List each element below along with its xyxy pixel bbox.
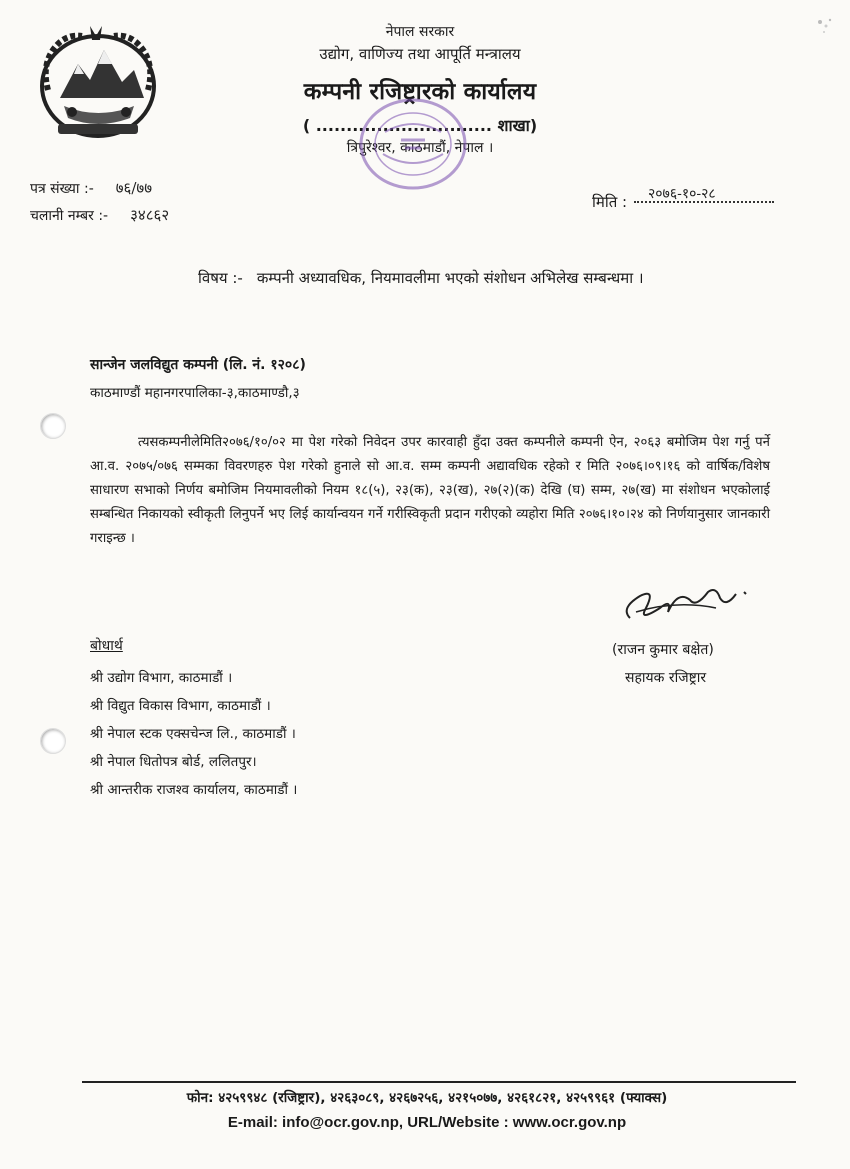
- cc-item: श्री आन्तरीक राजश्व कार्यालय, काठमाडौं ।: [90, 782, 298, 798]
- dispatch-number: [30, 205, 169, 225]
- date-value: २०७६-१०-२८: [648, 186, 716, 202]
- handwritten-signature-icon: [616, 578, 766, 628]
- letter-body: त्यसकम्पनीलेमिति२०७६/१०/०२ मा पेश गरेको निवेदन उपर कारवाही हुँदा उक्त कम्पनीले कम्पनी ऐन, २०६३ बमोजिम पेश गर्नु पर्ने आ.व. २०७५/०७६ सम्मका विवरणहरु पेश गरेको हुनाले सो आ.व. सम्म कम्पनी अद्यावधिक रहेको र मिति २०७६।०९।१६ को वार्षिक/विशेष साधारण सभाको निर्णय बमोजिम नियमावलीको नियम १८(५), २३(क), २३(ख), २७(२)(क) देखि (घ) सम्म, २७(ख) मा संशोधन भएकोलाई सम्बन्धित निकायको स्वीकृती लिनुपर्ने भए लिई कार्यान्वयन गर्ने गरीस्विकृती प्रदान गरीएको व्यहोरा मिति २०७६।१०।२४ को निर्णयानुसार जानकारी गराइन्छ ।: [90, 435, 770, 546]
- cc-item: श्री विद्युत विकास विभाग, काठमाडौं ।: [90, 698, 271, 714]
- addressee-name: सान्जेन जलविद्युत कम्पनी (लि. नं. १२०८): [90, 357, 306, 373]
- office-seal-icon: [345, 92, 475, 202]
- date-dotted-line: [634, 197, 774, 203]
- nepal-emblem-icon: [30, 20, 165, 145]
- cc-item: श्री नेपाल स्टक एक्सचेन्ज लि., काठमाडौं ।: [90, 726, 296, 742]
- addressee-address: काठमाण्डौं महानगरपालिका-३,काठमाण्डौ,३: [90, 385, 300, 401]
- letter-number: [30, 178, 152, 198]
- footer-divider: [82, 1081, 796, 1083]
- dispatch-number-value: ३४८६२: [130, 206, 170, 224]
- scan-smudge: [810, 12, 840, 42]
- cc-list: [90, 664, 297, 804]
- punch-hole: [40, 413, 66, 439]
- cc-item: श्री उद्योग विभाग, काठमाडौं ।: [90, 670, 233, 686]
- punch-hole: [40, 728, 66, 754]
- dispatch-number-label: चलानी नम्बर :-: [30, 208, 109, 224]
- letter-number-label: पत्र संख्या :-: [30, 181, 94, 197]
- ministry-name: उद्योग, वाणिज्य तथा आपूर्ति मन्त्रालय: [319, 45, 521, 63]
- office-address: त्रिपुरेश्वर, काठमाडौं, नेपाल ।: [346, 140, 494, 156]
- footer-phone: फोन: ४२५९९४८ (रजिष्ट्रार), ४२६३०८९, ४२६७२५६, ४२१५०७७, ४२६१८२१, ४२५९९६१ (फ्याक्स): [186, 1090, 668, 1106]
- cc-item: श्री नेपाल धितोपत्र बोर्ड, ललितपुर।: [90, 754, 257, 770]
- cc-title: बोधार्थ: [90, 638, 123, 654]
- office-name: कम्पनी रजिष्ट्रारको कार्यालय: [303, 79, 537, 105]
- subject-line: [198, 268, 644, 288]
- subject-text: कम्पनी अध्यावधिक, नियमावलीमा भएको संशोधन अभिलेख सम्बन्धमा ।: [256, 269, 644, 287]
- signatory-name: (राजन कुमार बक्षेत): [612, 642, 714, 658]
- date-label: मिति :: [592, 193, 628, 211]
- government-name: नेपाल सरकार: [385, 24, 455, 40]
- branch-line: ( ............................. शाखा): [302, 116, 538, 135]
- footer-email: E-mail: info@ocr.gov.np, URL/Website : www.ocr.gov.np: [227, 1114, 627, 1131]
- signatory-title: सहायक रजिष्ट्रार: [625, 670, 707, 686]
- subject-label: विषय :-: [198, 269, 243, 287]
- letter-number-value: ७६/७७: [115, 179, 153, 197]
